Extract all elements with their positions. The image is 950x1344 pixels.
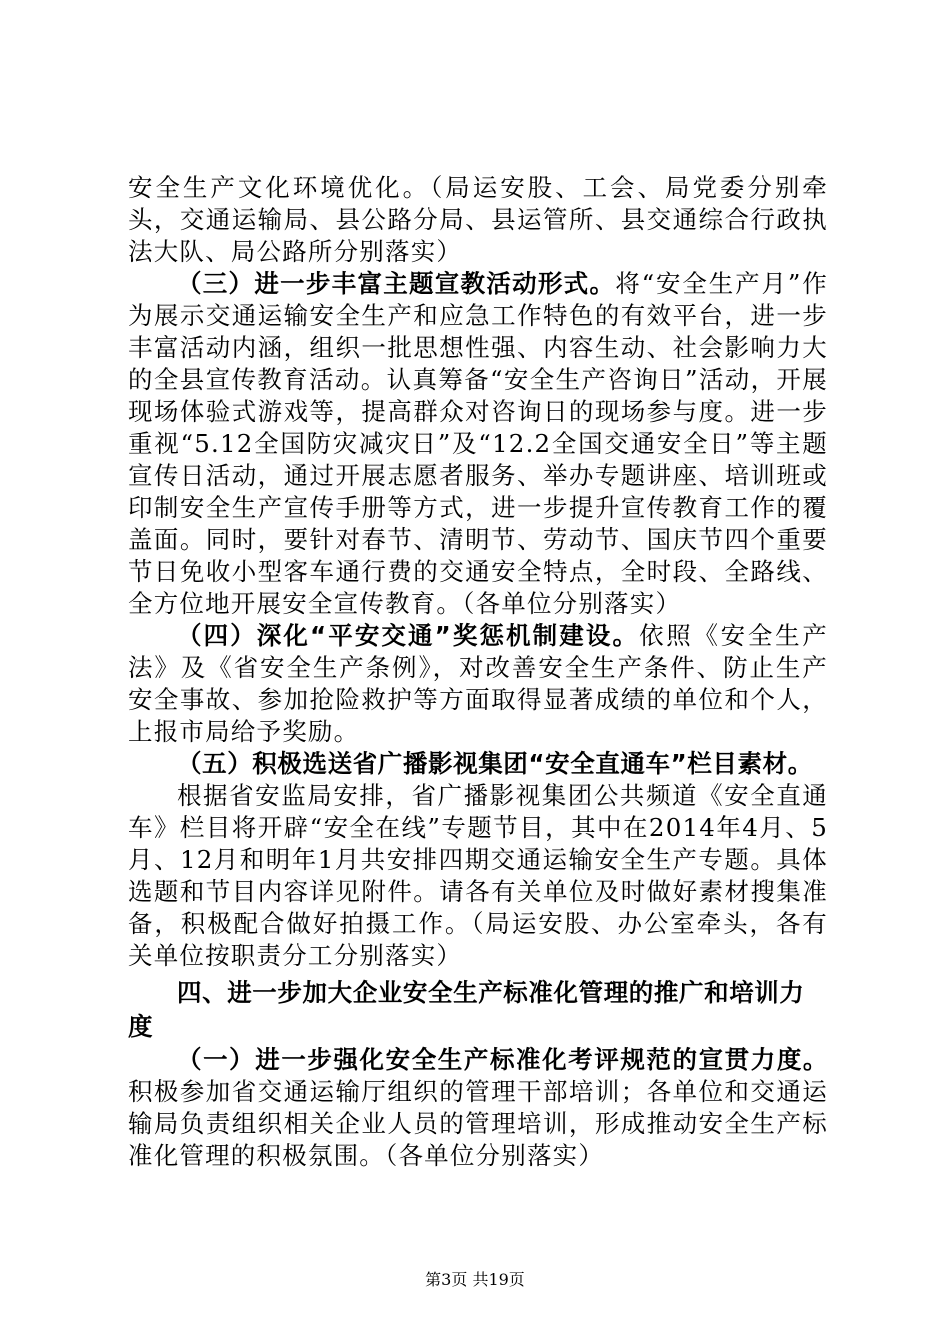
document-body <box>128 172 828 1172</box>
paragraph-themed-publicity <box>128 268 828 620</box>
paragraph-broadcast-material-heading <box>128 748 828 780</box>
paragraph-broadcast-material <box>128 780 828 972</box>
paragraph-reward-mechanism <box>128 620 828 748</box>
page-number-footer: 第3页 共19页 <box>425 1270 525 1289</box>
section-heading-4: 四、进一步加大企业安全生产标准化管理的推广和培训力度 <box>128 978 805 1041</box>
paragraph-text: 积极参加省交通运输厅组织的管理干部培训；各单位和交通运输局负责组织相关企业人员的管理培训，形成推动安全生产标准化管理的积极氛围。（各单位分别落实） <box>128 1077 828 1170</box>
subsection-heading-3: （三）进一步丰富主题宣教活动形式。 <box>177 269 616 298</box>
subsection-heading-4: （四）深化“平安交通”奖惩机制建设。 <box>177 621 640 650</box>
subsection-heading-1: （一）进一步强化安全生产标准化考评规范的宣贯力度。 <box>177 1045 828 1074</box>
paragraph-text: 根据省安监局安排，省广播影视集团公共频道《安全直通车》栏目将开辟“安全在线”专题节目，其中在2014年4月、5月、12月和明年1月共安排四期交通运输安全生产专题。具体选题和节目内容详见附件。请各有关单位及时做好素材搜集准备，积极配合做好拍摄工作。（局运安股、办公室牵头，各有关单位按职责分工分别落实） <box>128 781 828 970</box>
paragraph-text: 依照《安全生产法》及《省安全生产条例》，对改善安全生产条件、防止生产安全事故、参加抢险救护等方面取得显著成绩的单位和个人，上报市局给予奖励。 <box>128 621 828 746</box>
paragraph-text: 安全生产文化环境优化。（局运安股、工会、局党委分别牵头，交通运输局、县公路分局、县运管所、县交通综合行政执法大队、局公路所分别落实） <box>128 173 828 266</box>
paragraph-standardization-training <box>128 1044 828 1172</box>
paragraph-text: 将“安全生产月”作为展示交通运输安全生产和应急工作特色的有效平台，进一步丰富活动内涵，组织一批思想性强、内容生动、社会影响力大的全县宣传教育活动。认真筹备“安全生产咨询日”活动，开展现场体验式游戏等，提高群众对咨询日的现场参与度。进一步重视“5.12全国防灾减灾日”及“12.2全国交通安全日”等主题宣传日活动，通过开展志愿者服务、举办专题讲座、培训班或印制安全生产宣传手册等方式，进一步提升宣传教育工作的覆盖面。同时，要针对春节、清明节、劳动节、国庆节四个重要节日免收小型客车通行费的交通安全特点，全时段、全路线、全方位地开展安全宣传教育。（各单位分别落实） <box>128 269 828 618</box>
paragraph-culture-environment <box>128 172 828 268</box>
subsection-heading-5: （五）积极选送省广播影视集团“安全直通车”栏目素材。 <box>177 749 813 778</box>
